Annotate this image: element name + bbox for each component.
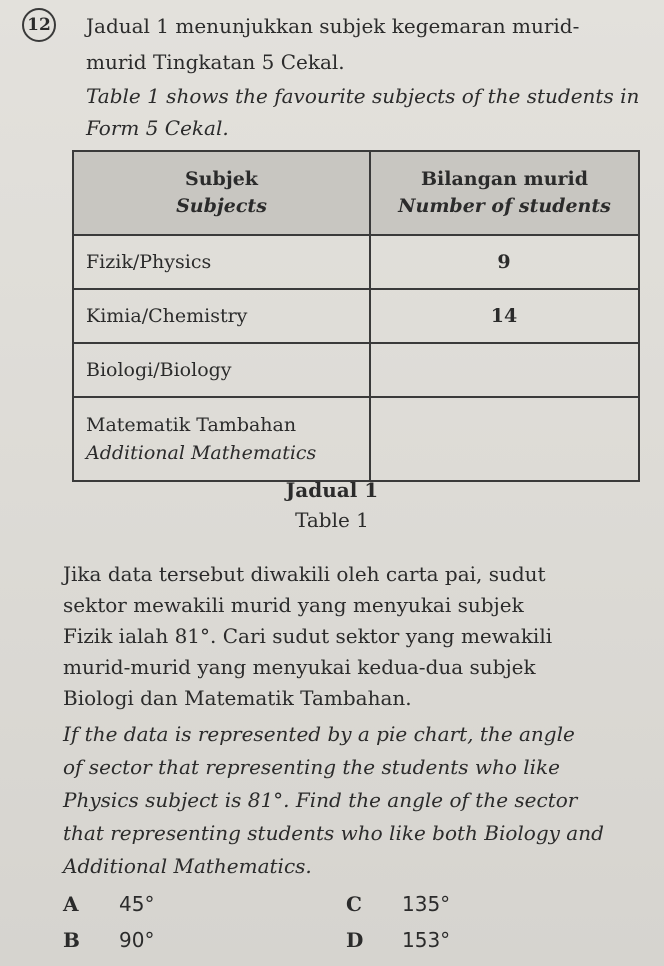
option-d[interactable] <box>346 928 450 952</box>
intro-malay-line-1: Jadual 1 menunjukkan subjek kegemaran murid- <box>86 14 580 38</box>
header-students-english: Number of students <box>398 195 611 217</box>
count-cell: 9 <box>370 235 639 289</box>
table-row <box>73 289 639 343</box>
option-value: 45° <box>119 892 155 916</box>
count-cell <box>370 397 639 481</box>
intro-english-line-1: Table 1 shows the favourite subjects of the students in <box>86 84 640 108</box>
header-students-malay: Bilangan murid <box>420 168 589 191</box>
table-caption-english: Table 1 <box>295 508 369 532</box>
option-letter: C <box>346 892 362 916</box>
subject-cell: Biologi/Biology <box>73 343 370 397</box>
intro-malay-line-2: murid Tingkatan 5 Cekal. <box>86 50 345 74</box>
table-caption-malay: Jadual 1 <box>285 478 379 502</box>
body-malay-line-4: murid-murid yang menyukai kedua-dua subjek <box>63 655 536 679</box>
header-subject-malay: Subjek <box>185 168 258 191</box>
option-letter: A <box>63 892 79 916</box>
header-subject-english: Subjects <box>176 195 267 217</box>
table-row <box>73 343 639 397</box>
option-value: 153° <box>402 928 451 952</box>
option-value: 135° <box>402 892 451 916</box>
table-header-row <box>73 151 639 235</box>
body-english-line-3: Physics subject is 81°. Find the angle of the sector <box>63 788 578 812</box>
body-malay-line-5: Biologi dan Matematik Tambahan. <box>63 686 412 710</box>
option-a[interactable] <box>63 892 154 916</box>
subject-cell: Fizik/Physics <box>73 235 370 289</box>
intro-english-line-2: Form 5 Cekal. <box>86 116 229 140</box>
option-value: 90° <box>119 928 155 952</box>
header-subject <box>73 151 370 235</box>
option-letter: D <box>346 928 364 952</box>
subjects-table <box>72 150 640 482</box>
table-row <box>73 235 639 289</box>
option-letter: B <box>63 928 80 952</box>
table-row <box>73 397 639 481</box>
body-malay-line-1: Jika data tersebut diwakili oleh carta pai, sudut <box>63 562 546 586</box>
body-english-line-2: of sector that representing the students who like <box>63 755 561 779</box>
body-english-line-5: Additional Mathematics. <box>63 854 312 878</box>
body-malay-line-3: Fizik ialah 81°. Cari sudut sektor yang mewakili <box>63 624 553 648</box>
header-students <box>370 151 639 235</box>
question-number: 12 <box>22 8 56 42</box>
body-malay-line-2: sektor mewakili murid yang menyukai subjek <box>63 593 524 617</box>
body-english-line-4: that representing students who like both Biology and <box>63 821 604 845</box>
count-cell: 14 <box>370 289 639 343</box>
subject-cell: Kimia/Chemistry <box>73 289 370 343</box>
option-b[interactable] <box>63 928 154 952</box>
subject-cell: Matematik Tambahan Additional Mathematics <box>73 397 370 481</box>
option-c[interactable] <box>346 892 450 916</box>
count-cell <box>370 343 639 397</box>
body-english-line-1: If the data is represented by a pie chart, the angle <box>63 722 575 746</box>
